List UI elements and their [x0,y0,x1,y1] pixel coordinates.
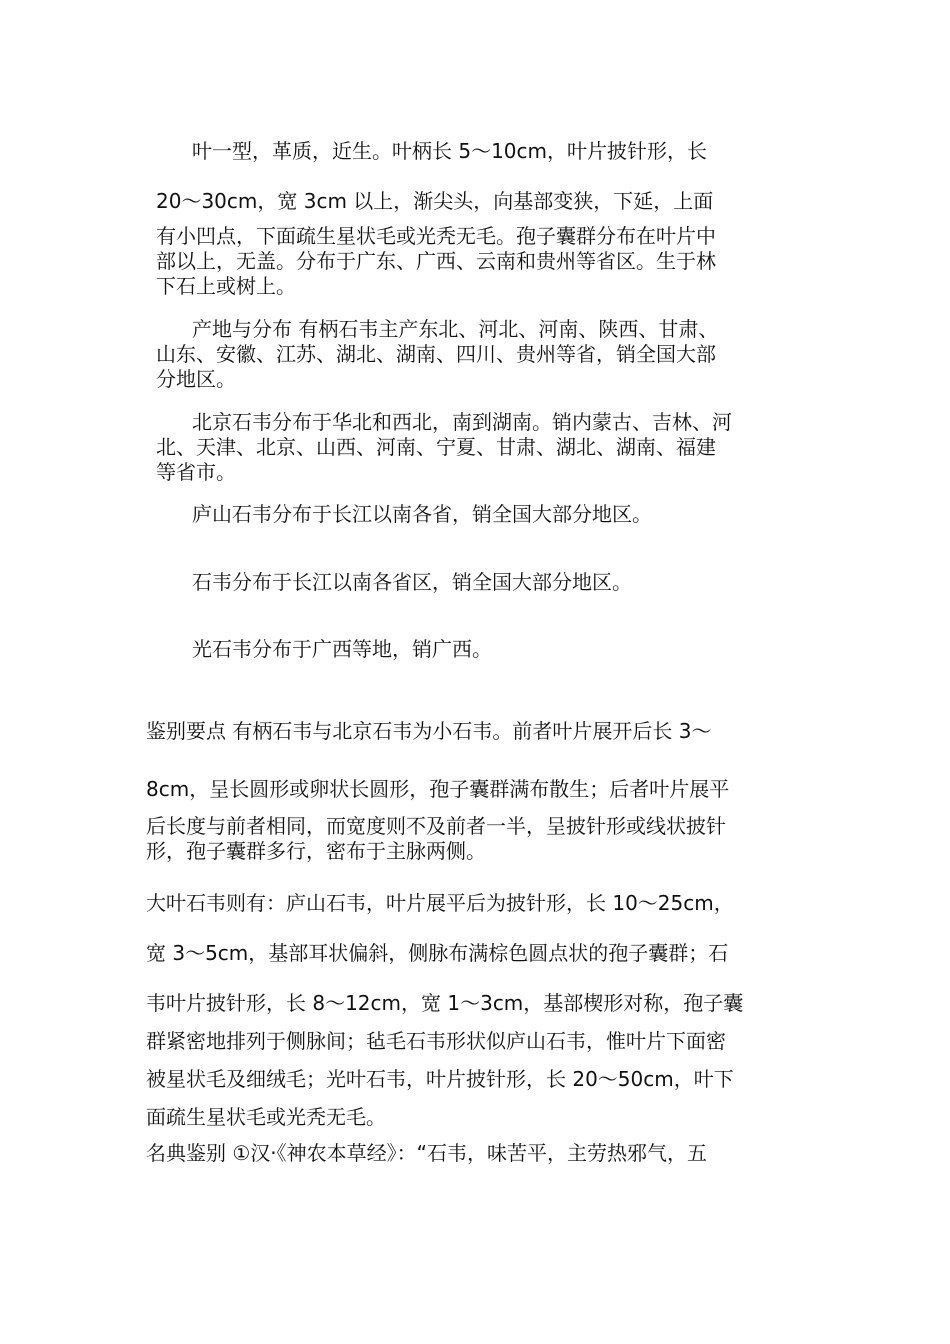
text-line: 庐山石韦分布于长江以南各省，销全国大部分地区。 [192,502,652,526]
text-line: 被星状毛及细绒毛；光叶石韦，叶片披针形，长 20～50cm，叶下 [146,1067,734,1091]
paragraph-lushan-shiwei [156,502,796,527]
paragraph-large-leaf [146,888,806,1132]
text-line: 名典鉴别 ①汉·《神农本草经》：“石韦，味苦平，主劳热邪气，五 [146,1141,708,1165]
text-line: 北京石韦分布于华北和西北，南到湖南。销内蒙古、吉林、河 [192,410,732,434]
text-line: 山东、安徽、江苏、湖北、湖南、四川、贵州等省，销全国大部 [156,342,716,366]
text-line: 形，孢子囊群多行，密布于主脉两侧。 [146,839,486,863]
paragraph-guang-shiwei [156,637,796,662]
text-line: 20～30cm，宽 3cm 以上，渐尖头，向基部变狭，下延，上面 [156,189,714,213]
paragraph-identification [146,716,806,864]
text-line: 叶一型，革质，近生。叶柄长 5～10cm，叶片披针形，长 [192,139,708,163]
text-line: 北、天津、北京、山西、河南、宁夏、甘肃、湖北、湖南、福建 [156,435,716,459]
text-line: 大叶石韦则有：庐山石韦，叶片展平后为披针形，长 10～25cm， [146,891,734,915]
paragraph-shiwei [156,570,796,595]
paragraph-classic [146,1138,806,1168]
text-line: 8cm，呈长圆形或卵状长圆形，孢子囊群满布散生；后者叶片展平 [146,777,730,801]
text-line: 有小凹点，下面疏生星状毛或光秃无毛。孢子囊群分布在叶片中 [156,224,716,248]
text-line: 面疏生星状毛或光秃无毛。 [146,1105,386,1129]
text-line: 光石韦分布于广西等地，销广西。 [192,637,492,661]
paragraph-origin-distribution [156,317,796,392]
text-line: 后长度与前者相同，而宽度则不及前者一半，呈披针形或线状披针 [146,814,726,838]
text-line: 鉴别要点 有柄石韦与北京石韦为小石韦。前者叶片展开后长 3～ [146,719,712,743]
paragraph-beijing-shiwei [156,410,796,485]
text-line: 宽 3～5cm，基部耳状偏斜，侧脉布满棕色圆点状的孢子囊群；石 [146,941,729,965]
text-line: 韦叶片披针形，长 8～12cm，宽 1～3cm，基部楔形对称，孢子囊 [146,991,744,1015]
text-line: 群紧密地排列于侧脉间；毡毛石韦形状似庐山石韦，惟叶片下面密 [146,1029,726,1053]
text-line: 部以上，无盖。分布于广东、广西、云南和贵州等省区。生于林 [156,249,716,273]
text-line: 下石上或树上。 [156,274,296,298]
text-line: 产地与分布 有柄石韦主产东北、河北、河南、陕西、甘肃、 [192,317,719,341]
paragraph-description [156,136,796,299]
text-line: 分地区。 [156,367,236,391]
text-line: 等省市。 [156,460,236,484]
text-line: 石韦分布于长江以南各省区，销全国大部分地区。 [192,570,632,594]
